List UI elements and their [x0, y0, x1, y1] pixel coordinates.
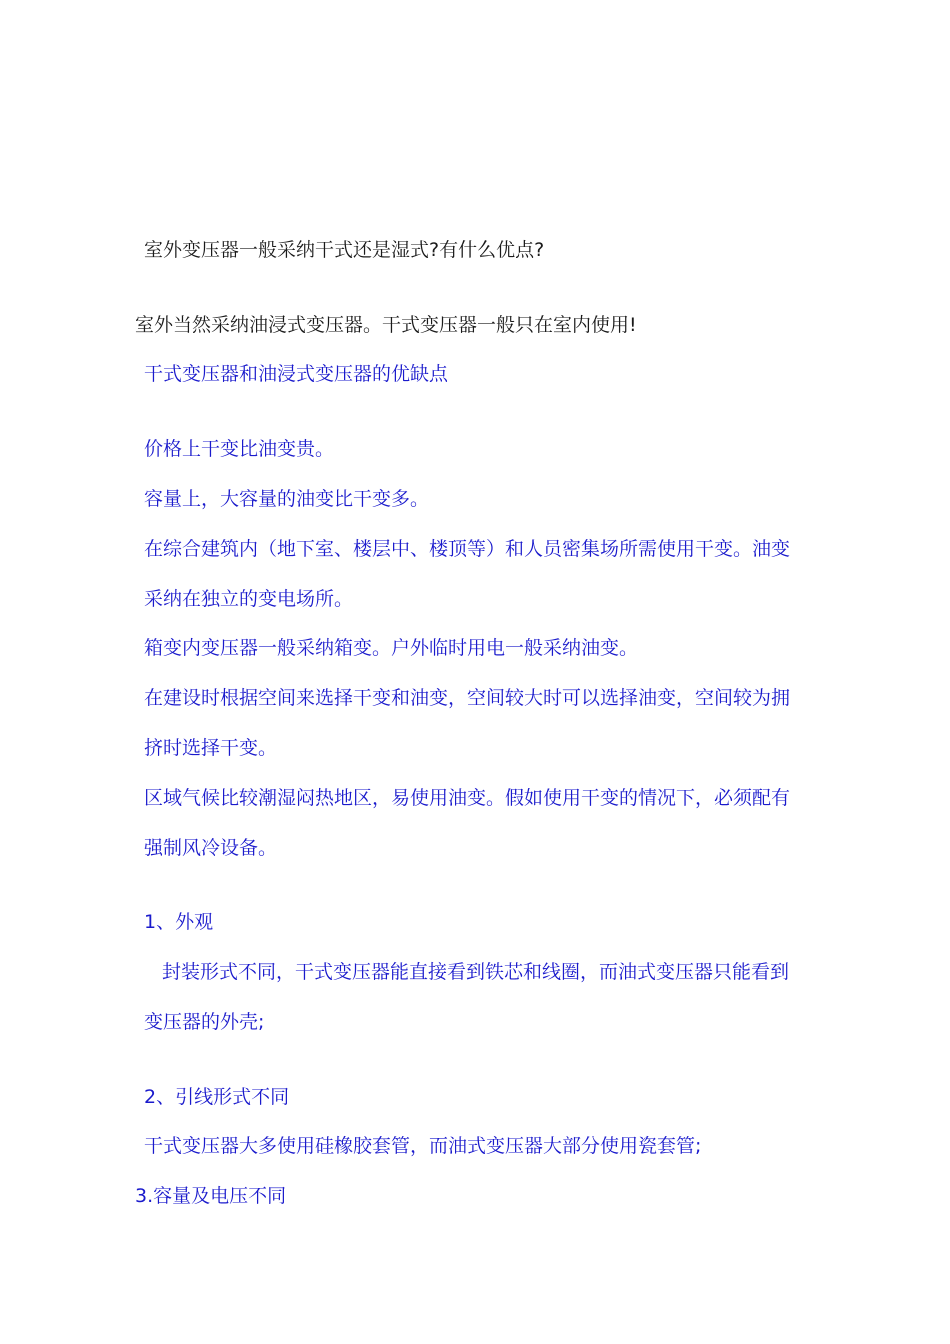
point-line: 箱变内变压器一般采纳箱变。户外临时用电一般采纳油变。: [144, 637, 639, 659]
item1-text: 变压器的外壳;: [144, 1011, 265, 1033]
point-line: 价格上干变比油变贵。: [144, 438, 335, 460]
point-line: 在综合建筑内（地下室、楼层中、楼顶等）和人员密集场所需使用干变。油变: [144, 538, 791, 560]
point-line: 挤时选择干变。: [144, 737, 278, 759]
item1-text: 封装形式不同，干式变压器能直接看到铁芯和线圈，而油式变压器只能看到: [162, 961, 790, 983]
item3-heading: 3.容量及电压不同: [135, 1185, 287, 1207]
section-title: 干式变压器和油浸式变压器的优缺点: [144, 363, 449, 385]
point-line: 在建设时根据空间来选择干变和油变，空间较大时可以选择油变，空间较为拥: [144, 687, 791, 709]
point-line: 采纳在独立的变电场所。: [144, 588, 354, 610]
item1-heading: 1、外观: [144, 911, 214, 933]
answer-text: 室外当然采纳油浸式变压器。干式变压器一般只在室内使用!: [135, 314, 637, 336]
item2-heading: 2、引线形式不同: [144, 1086, 290, 1108]
point-line: 强制风冷设备。: [144, 837, 278, 859]
point-line: 区域气候比较潮湿闷热地区，易使用油变。假如使用干变的情况下，必须配有: [144, 787, 791, 809]
item2-text: 干式变压器大多使用硅橡胶套管，而油式变压器大部分使用瓷套管;: [144, 1135, 702, 1157]
point-line: 容量上，大容量的油变比干变多。: [144, 488, 430, 510]
question-heading: 室外变压器一般采纳干式还是湿式?有什么优点?: [144, 239, 545, 261]
